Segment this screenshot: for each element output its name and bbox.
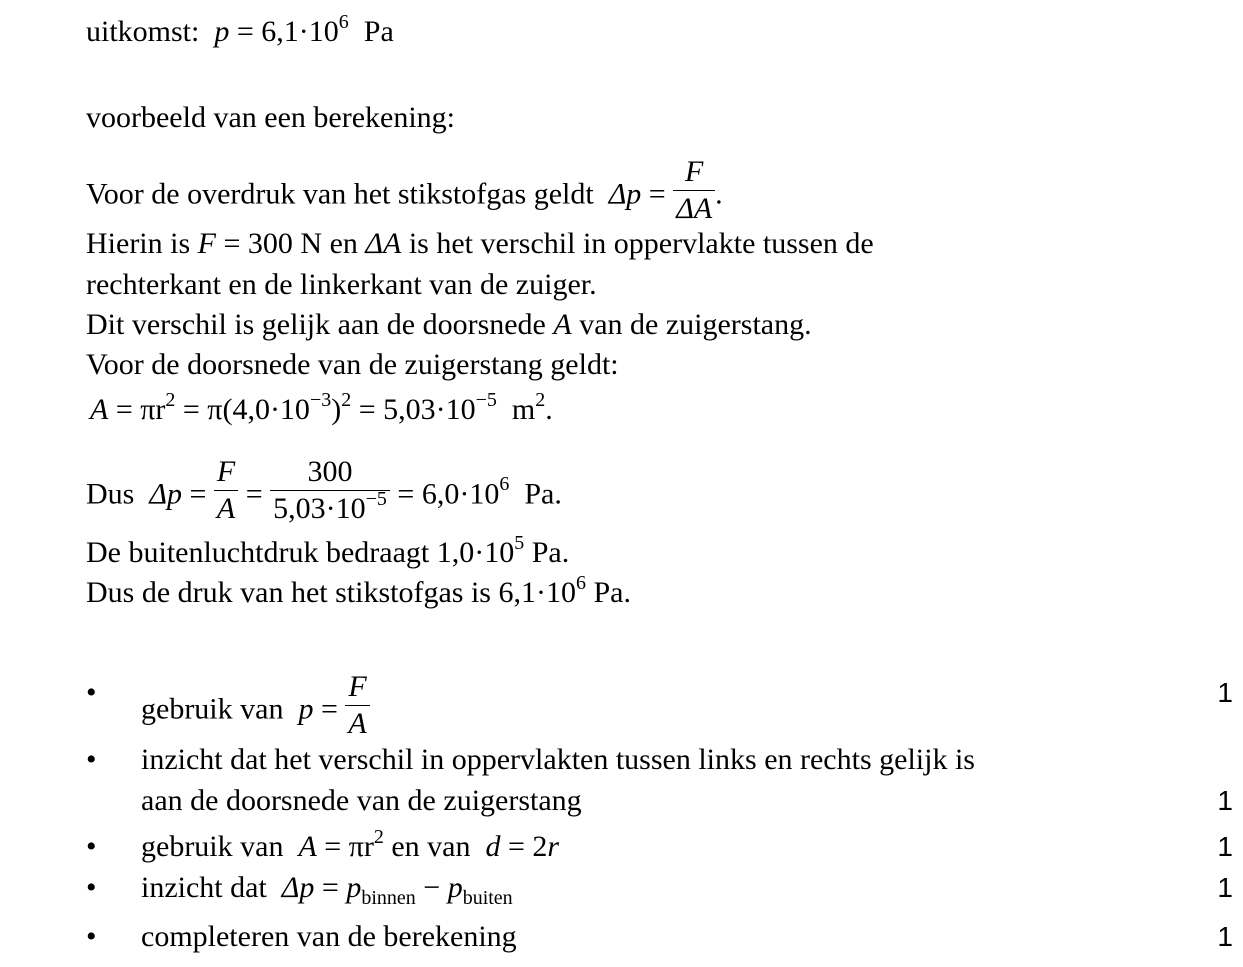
example-heading: voorbeeld van een berekening:: [86, 101, 456, 134]
conclusion-line: Dus de druk van het stikstofgas is $6,1\cdot 10^6$ Pa.: [86, 572, 631, 609]
list-item: inzicht dat het verschil in oppervlakten tussen links en rechts gelijk is: [141, 743, 975, 776]
score-value: 1: [1217, 785, 1233, 816]
hierin-line: Hierin is F = 300 N en ΔA is het verschil in oppervlakte tussen de: [86, 227, 874, 260]
fraction-F-over-dA: $\frac{F}{\Delta A}$: [673, 154, 715, 227]
list-item: gebruik van $A = \pi r^2$ en van d = 2r: [141, 826, 560, 863]
symbol-p: p: [214, 15, 230, 48]
answer-unit: Pa: [363, 15, 394, 48]
pressure-equation: Dus Δp = $\frac{F}{A}$ = $\frac{300}{5,03\cdot 10^{-5}}$ = $6,0\cdot 10^6$ Pa.: [86, 455, 562, 525]
text-line: rechterkant en de linkerkant van de zuiger.: [86, 268, 597, 301]
bullet-icon: •: [86, 871, 97, 904]
area-equation: $A = \pi r^2 = \pi(4,0\cdot 10^{-3})^2 = 5,03\cdot 10^{-5}$ $m^2$.: [90, 389, 553, 426]
buitenluchtdruk-line: De buitenluchtdruk bedraagt $1,0\cdot 10^5$ Pa.: [86, 532, 570, 569]
score-value: 1: [1217, 831, 1233, 862]
text-line: Voor de doorsnede van de zuigerstang geldt:: [86, 348, 619, 381]
answer-line: uitkomst: $p = 6,1\cdot 10^6$ Pa: [86, 11, 394, 48]
list-item: gebruik van p = $\frac{F}{A}$: [141, 675, 370, 748]
bullet-icon: •: [86, 743, 97, 776]
bullet-icon: •: [86, 830, 97, 863]
fraction-300-over-area: $\frac{300}{5,03\cdot 10^{-5}}$: [270, 454, 390, 527]
score-value: 1: [1217, 872, 1233, 903]
score-value: 1: [1217, 677, 1233, 708]
verschil-line: Dit verschil is gelijk aan de doorsnede A van de zuigerstang.: [86, 308, 812, 341]
fraction-F-over-A: $\frac{F}{A}$: [345, 669, 369, 742]
bullet-icon: •: [86, 920, 97, 953]
list-item: completeren van de berekening: [141, 920, 517, 953]
fraction-F-over-A: $\frac{F}{A}$: [214, 454, 238, 527]
answer-value: 6,1·10: [261, 15, 339, 48]
answer-label: uitkomst:: [86, 15, 200, 48]
bullet-icon: •: [86, 676, 97, 709]
list-item-continued: aan de doorsnede van de zuigerstang: [141, 784, 582, 817]
list-item: inzicht dat $\Delta p = p_{binnen} - p_{buiten}$: [141, 871, 513, 909]
overdruk-line: Voor de overdruk van het stikstofgas geldt Δp = $\frac{F}{\Delta A}$ .: [86, 155, 723, 225]
score-value: 1: [1217, 921, 1233, 952]
